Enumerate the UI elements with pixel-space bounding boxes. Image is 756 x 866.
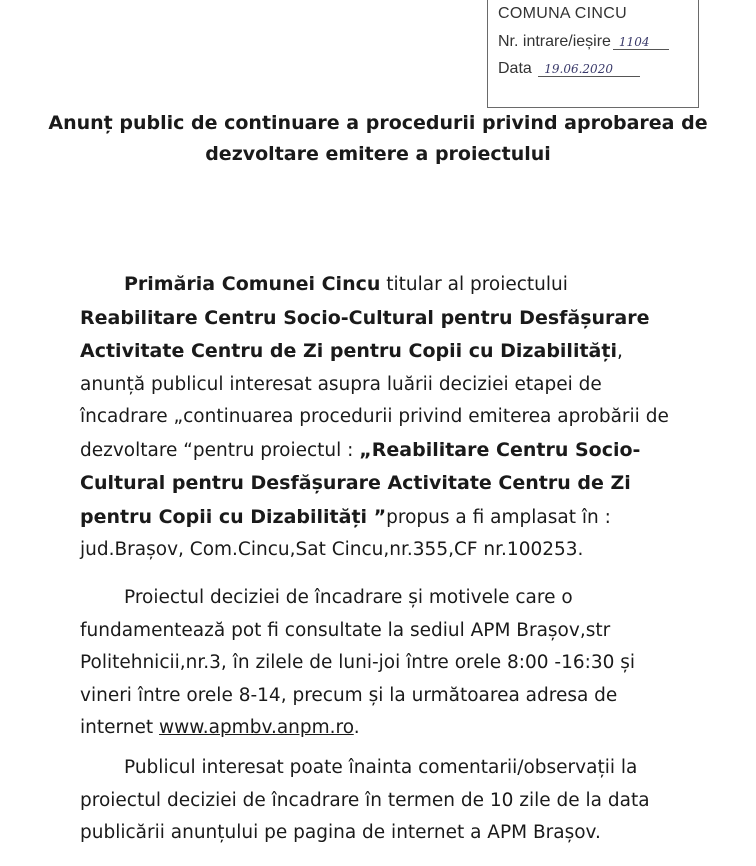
- comments-text: Publicul interesat poate înainta comentarii/observații la proiectul deciziei de încadrare în termen de 10 zile de la data publicării anunțului pe pagina de internet a APM Brașov.: [80, 757, 650, 843]
- apm-website-link[interactable]: www.apmbv.anpm.ro: [159, 717, 354, 738]
- stamp-registration-label: Nr. intrare/ieșire: [498, 33, 611, 50]
- project-owner: Primăria Comunei Cincu: [124, 273, 381, 295]
- paragraph-announcement: [80, 268, 670, 567]
- title-line-1: Anunț public de continuare a procedurii privind aprobarea de: [48, 112, 708, 134]
- title-line-2: dezvoltare emitere a proiectului: [205, 143, 551, 165]
- stamp-date-value: 19.06.2020: [538, 62, 640, 77]
- stamp-date-row: [498, 60, 640, 78]
- stamp-date-label: Data: [498, 60, 532, 77]
- paragraph-comments: [80, 752, 670, 850]
- project-name-quoted: „Reabilitare Centru Socio-Cultural pentru Desfășurare Activitate Centru de Zi pentru Copii cu Dizabilități ”: [80, 438, 641, 528]
- consultation-end: .: [353, 717, 360, 738]
- stamp-registration-row: [498, 33, 669, 51]
- paragraph-consultation: [80, 582, 670, 745]
- project-location: propus a fi amplasat în : jud.Brașov, Com.Cincu,Sat Cincu,nr.355,CF nr.100253.: [80, 506, 611, 560]
- registration-stamp: [487, 0, 699, 108]
- announcement-text: , anunță publicul interesat asupra luării deciziei etapei de încadrare „continuarea procedurii privind emiterea aprobării de dezvoltare “pentru proiectul :: [80, 341, 669, 461]
- project-name: Reabilitare Centru Socio-Cultural pentru Desfășurare Activitate Centru de Zi pentru Copii cu Dizabilități: [80, 306, 650, 362]
- stamp-registration-number: 1104: [613, 35, 669, 50]
- document-title: [40, 108, 716, 170]
- stamp-commune: COMUNA CINCU: [498, 5, 627, 22]
- owner-suffix: titular al proiectului: [380, 274, 568, 295]
- consultation-text: Proiectul deciziei de încadrare și motivele care o fundamentează pot fi consultate la sediul APM Brașov,str Politehnicii,nr.3, în zilele de luni-joi între orele 8:00 -16:30 și vineri între orele 8-14, precum și la următoarea adresa de internet: [80, 587, 636, 738]
